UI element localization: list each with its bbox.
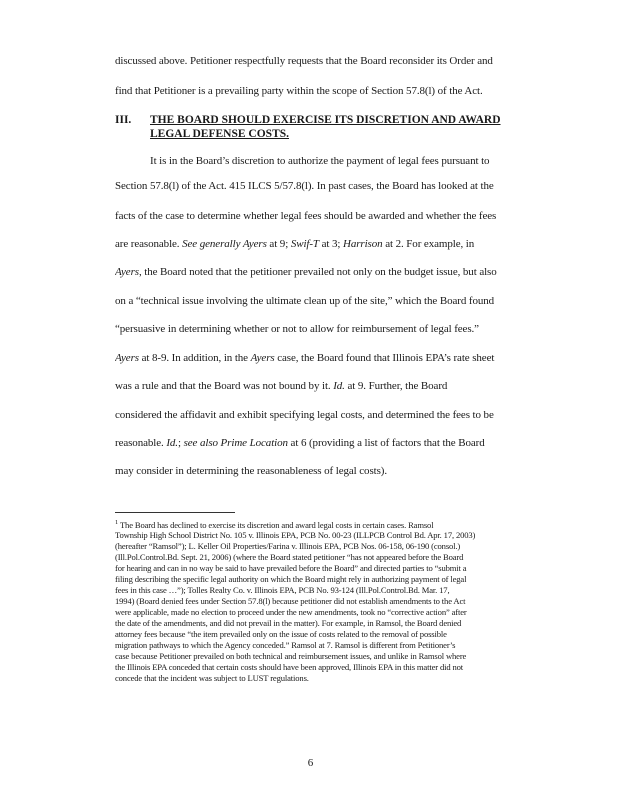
text-run: ;	[177, 437, 184, 449]
footnote-line: 1994) (Board denied fees under Section 57.8(l) because petitioner did not establish amendments to the Act	[115, 596, 466, 606]
paragraph-line	[115, 238, 545, 250]
text-run: was a rule and that the Board was not bound by it.	[115, 380, 334, 392]
footnote-mark: 1	[115, 519, 119, 526]
text-run: reasonable.	[115, 437, 167, 449]
text-run: at 3;	[318, 238, 343, 250]
footnote-line: Township High School District No. 105 v. Illinois EPA, PCB No. 00-23 (ILLPCB Control Bd. Apr. 17, 2003)	[115, 530, 476, 540]
section-title-line: THE BOARD SHOULD EXERCISE ITS DISCRETION AND AWARD	[150, 114, 501, 126]
text-run: For example, in	[403, 238, 475, 250]
paragraph-line	[115, 437, 545, 449]
citation: Id.	[166, 437, 178, 449]
citation: See generally Ayers	[182, 238, 267, 250]
citation: Swif-T	[290, 238, 319, 250]
paragraph-line: facts of the case to determine whether legal fees should be awarded and whether the fees	[115, 210, 497, 222]
text-run: case, the Board found that Illinois EPA’s rate sheet	[274, 352, 495, 364]
paragraph-line: “persuasive in determining whether or not to allow for reimbursement of legal fees.”	[115, 323, 479, 335]
paragraph-line: Section 57.8(l) of the Act. 415 ILCS 5/57.8(l). In past cases, the Board has looked at the	[115, 180, 494, 192]
page-number: 6	[307, 757, 314, 769]
citation: Ayers	[250, 352, 275, 364]
paragraph-line: It is in the Board’s discretion to authorize the payment of legal fees pursuant to	[150, 155, 490, 167]
footnote-line: fees in this case …”); Tolles Realty Co. v. Illinois EPA, PCB No. 93-124 (Ill.Pol.Control.Bd. Mar. 17,	[115, 585, 450, 595]
footnote-line: concede that the incident was subject to LUST regulations.	[115, 673, 309, 683]
footnote-line: the Illinois EPA conceded that certain costs should have been approved, Illinois EPA in this matter did not	[115, 662, 464, 672]
footnote-line	[115, 519, 545, 530]
footnote-line: for hearing and can in no way be said to have prevailed before the Board” and directed parties to “submit a	[115, 563, 467, 573]
paragraph-line: on a “technical issue involving the ultimate clean up of the site,” which the Board found	[115, 295, 495, 307]
paragraph-line	[115, 266, 545, 278]
footnote-line: the date of the amendments, and did not prevail in the matter). For example, in Ramsol, the Board denied	[115, 618, 462, 628]
footnote-line: filing describing the specific legal authority on which the Board might rely in authorizing payment of legal	[115, 574, 467, 584]
text-run: at 2.	[382, 238, 404, 250]
citation: Harrison	[343, 238, 383, 250]
text-run: at 9;	[266, 238, 291, 250]
footnote-line: case because Petitioner prevailed on both technical and reimbursement issues, and unlike in Ramsol where	[115, 651, 467, 661]
footnote-line: (hereafter “Ramsol”); L. Keller Oil Properties/Farina v. Illinois EPA, PCB Nos. 06-158, 06-190 (consol.)	[115, 541, 461, 551]
footnote-divider	[115, 512, 235, 513]
text-run: The Board has declined to exercise its discretion and award legal costs in certain cases. Ramsol	[118, 519, 434, 530]
citation: Ayers	[115, 266, 139, 278]
paragraph-line: considered the affidavit and exhibit specifying legal costs, and determined the fees to be	[115, 409, 494, 421]
citation: Id.	[333, 380, 345, 392]
paragraph-line	[115, 352, 545, 364]
text-run: at 6 (providing a list of factors that the Board	[287, 437, 485, 449]
citation: Ayers	[115, 352, 139, 364]
section-title-line: LEGAL DEFENSE COSTS.	[150, 128, 290, 140]
footnote-line: were applicable, made no election to proceed under the new amendments, took no “corrective action” after	[115, 607, 467, 617]
footnote-line: (Ill.Pol.Control.Bd. Sept. 21, 2006) (where the Board stated petitioner “has not appeared before the Board	[115, 552, 464, 562]
footnote-line: migration pathways to which the Agency conceded.” Ramsol at 7. Ramsol is different from Petitioner’s	[115, 640, 456, 650]
text-run: , the Board noted that the petitioner prevailed not only on the budget issue, but also	[138, 266, 497, 278]
text-run: are reasonable.	[115, 238, 183, 250]
paragraph-line	[115, 380, 545, 392]
text-run: at 8-9. In addition, in the	[138, 352, 251, 364]
section-number: III.	[115, 114, 132, 126]
body-line: discussed above. Petitioner respectfully requests that the Board reconsider its Order and	[115, 55, 493, 67]
footnote-line: attorney fees because “the item prevailed only on the issue of costs related to the removal of possible	[115, 629, 447, 639]
body-line: find that Petitioner is a prevailing party within the scope of Section 57.8(l) of the Act.	[115, 85, 483, 97]
citation: see also Prime Location	[183, 437, 288, 449]
paragraph-line: may consider in determining the reasonableness of legal costs).	[115, 465, 387, 477]
text-run: at 9. Further, the Board	[344, 380, 448, 392]
